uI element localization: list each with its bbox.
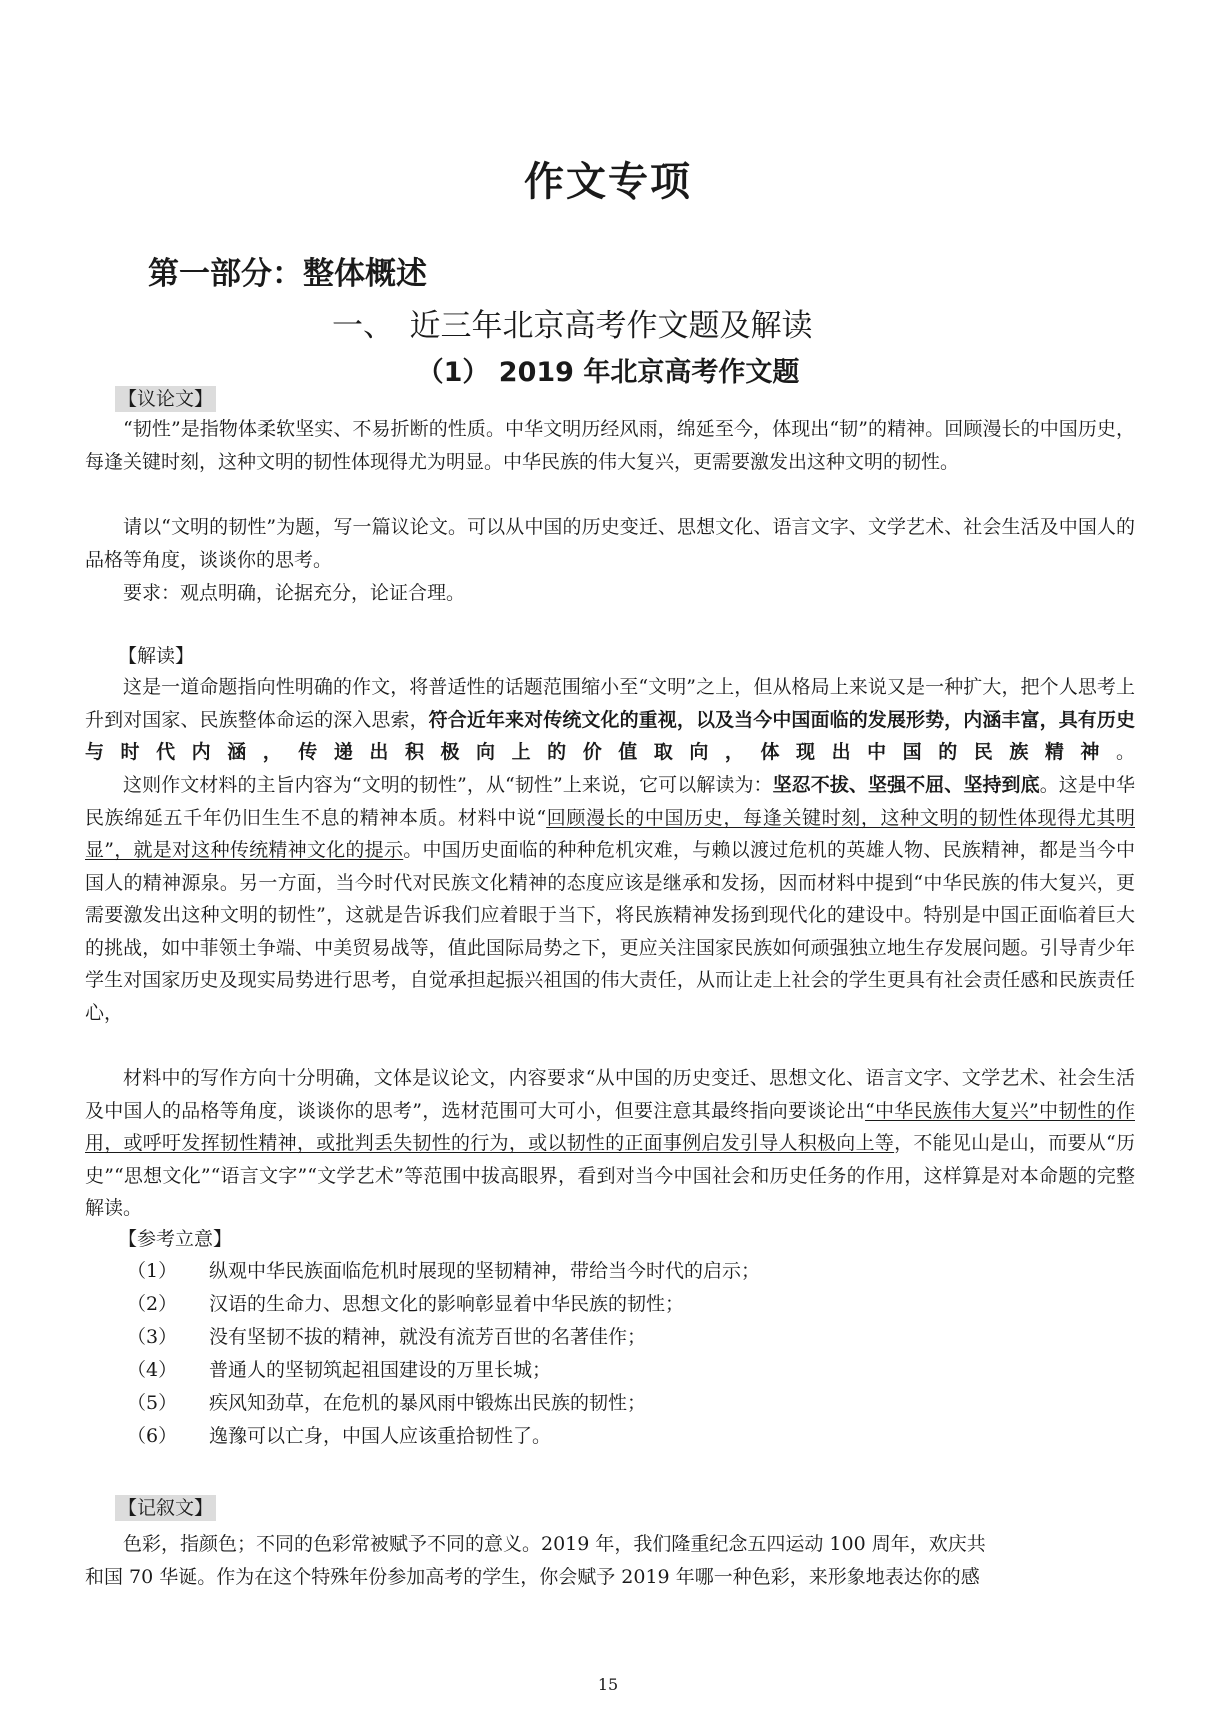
- reference-item: [127, 1354, 551, 1386]
- interpretation-tag: 【解读】: [118, 645, 195, 667]
- interp-underline: 回顾漫长的中国历史，每逢关键时刻，这种文明的韧性体现得尤其明显”，就是对这种传统精神文化的提示: [85, 806, 1135, 861]
- reference-item: [127, 1288, 684, 1320]
- interpretation-paragraph-3: [85, 1062, 1135, 1225]
- reference-item-text: 没有坚韧不拔的精神，就没有流芳百世的名著佳作；: [209, 1326, 647, 1348]
- interp-text: 材料中的写作方向十分明确，文体是议论文，内容要求“从中国的历史变迁、思想文化、语言文字、文学艺术、社会生活及中国人的品格等角度，谈谈你的思考”，选材范围可大可小，但要注意其最终指向要谈论出: [85, 1067, 1135, 1122]
- interp-emphasis: 符合近年来对传统文化的重视，以及当今中国面临的发展形势，内涵丰富，具有历史与时代内涵，传递出积极向上的价值取向，体现出中国的民族精神: [85, 708, 1135, 763]
- narrative-line-2: 和国 70 华诞。作为在这个特殊年份参加高考的学生，你会赋予 2019 年哪一种色彩，来形象地表达你的感: [85, 1566, 980, 1588]
- reference-item: [127, 1387, 646, 1419]
- interp-text: 。中国历史面临的种种危机灾难，与赖以渡过危机的英雄人物、民族精神，都是当今中国人的精神源泉。另一方面，当今时代对民族文化精神的态度应该是继承和发扬，因而材料中提到“中华民族的伟大复兴，更需要激发出这种文明的韧性”，这就是告诉我们应着眼于当下，将民族精神发扬到现代化的建设中。特别是中国正面临着巨大的挑战，如中菲领土争端、中美贸易战等，值此国际局势之下，更应关注国家民族如何顽强独立地生存发展问题。引导青少年学生对国家历史及现实局势进行思考，自觉承担起振兴祖国的伟大责任，从而让走上社会的学生更具有社会责任感和民族责任心，: [85, 839, 1135, 1024]
- reference-item-text: 疾风知劲草，在危机的暴风雨中锻炼出民族的韧性；: [209, 1392, 647, 1414]
- document-title: 作文专项: [524, 159, 692, 205]
- reference-item: [127, 1255, 760, 1287]
- reference-item-number: （2）: [127, 1293, 178, 1315]
- interp-text: ，不能见山是山，而要从“历史”“思想文化”“语言文字”“文学艺术”等范围中拔高眼界，看到对当今中国社会和历史任务的作用，这样算是对本命题的完整解读。: [85, 1132, 1135, 1219]
- argumentative-prompt: “韧性”是指物体柔软坚实、不易折断的性质。中华文明历经风雨，绵延至今，体现出“韧”的精神。回顾漫长的中国历史，每逢关键时刻，这种文明的韧性体现得尤为明显。中华民族的伟大复兴，更需要激发出这种文明的韧性。: [85, 418, 1135, 473]
- reference-item-number: （3）: [127, 1326, 178, 1348]
- interp-emphasis: 坚忍不拔、坚强不屈、坚持到底: [772, 774, 1040, 796]
- reference-item-number: （5）: [127, 1392, 178, 1414]
- argumentative-instruction: 请以“文明的韧性”为题，写一篇议论文。可以从中国的历史变迁、思想文化、语言文字、文学艺术、社会生活及中国人的品格等角度，谈谈你的思考。: [85, 516, 1135, 571]
- reference-item-number: （4）: [127, 1359, 178, 1381]
- section-title: 一、 近三年北京高考作文题及解读: [332, 308, 813, 344]
- reference-tag: 【参考立意】: [118, 1228, 233, 1250]
- interp-text: 。这是中华民族绵延五千年仍旧生生不息的精神本质。材料中说“: [85, 774, 1135, 829]
- interp-underline: “中华民族伟大复兴”中韧性的作用，或呼吁发挥韧性精神，或批判丢失韧性的行为，或以韧性的正面事例启发引导人积极向上等: [85, 1099, 1135, 1154]
- interp-text: 这则作文材料的主旨内容为“文明的韧性”，从“韧性”上来说，它可以解读为：: [123, 774, 773, 796]
- part-title: 第一部分：整体概述: [148, 256, 427, 292]
- reference-item-text: 纵观中华民族面临危机时展现的坚韧精神，带给当今时代的启示；: [209, 1260, 761, 1282]
- page-number: 15: [597, 1675, 619, 1694]
- reference-item: [127, 1420, 551, 1452]
- subsection-title: （1） 2019 年北京高考作文题: [416, 357, 800, 388]
- interpretation-paragraph-1: [85, 671, 1135, 769]
- interp-text: 这是一道命题指向性明确的作文，将普适性的话题范围缩小至“文明”之上，但从格局上来说又是一种扩大，把个人思考上升到对国家、民族整体命运的深入思索，: [85, 676, 1135, 731]
- reference-item-number: （6）: [127, 1425, 178, 1447]
- narrative-tag: 【记叙文】: [115, 1495, 216, 1521]
- reference-item: [127, 1321, 646, 1353]
- argumentative-requirement: 要求：观点明确，论据充分，论证合理。: [123, 582, 466, 604]
- argumentative-tag: 【议论文】: [115, 386, 216, 412]
- narrative-line-1: 色彩，指颜色；不同的色彩常被赋予不同的意义。2019 年，我们隆重纪念五四运动 100 周年，欢庆共: [123, 1533, 986, 1555]
- reference-item-text: 普通人的坚韧筑起祖国建设的万里长城；: [209, 1359, 552, 1381]
- reference-item-number: （1）: [127, 1260, 178, 1282]
- reference-item-text: 汉语的生命力、思想文化的影响彰显着中华民族的韧性；: [209, 1293, 685, 1315]
- interp-text: 。: [1115, 741, 1135, 763]
- reference-item-text: 逸豫可以亡身，中国人应该重拾韧性了。: [209, 1425, 552, 1447]
- interpretation-paragraph-2: [85, 769, 1135, 1029]
